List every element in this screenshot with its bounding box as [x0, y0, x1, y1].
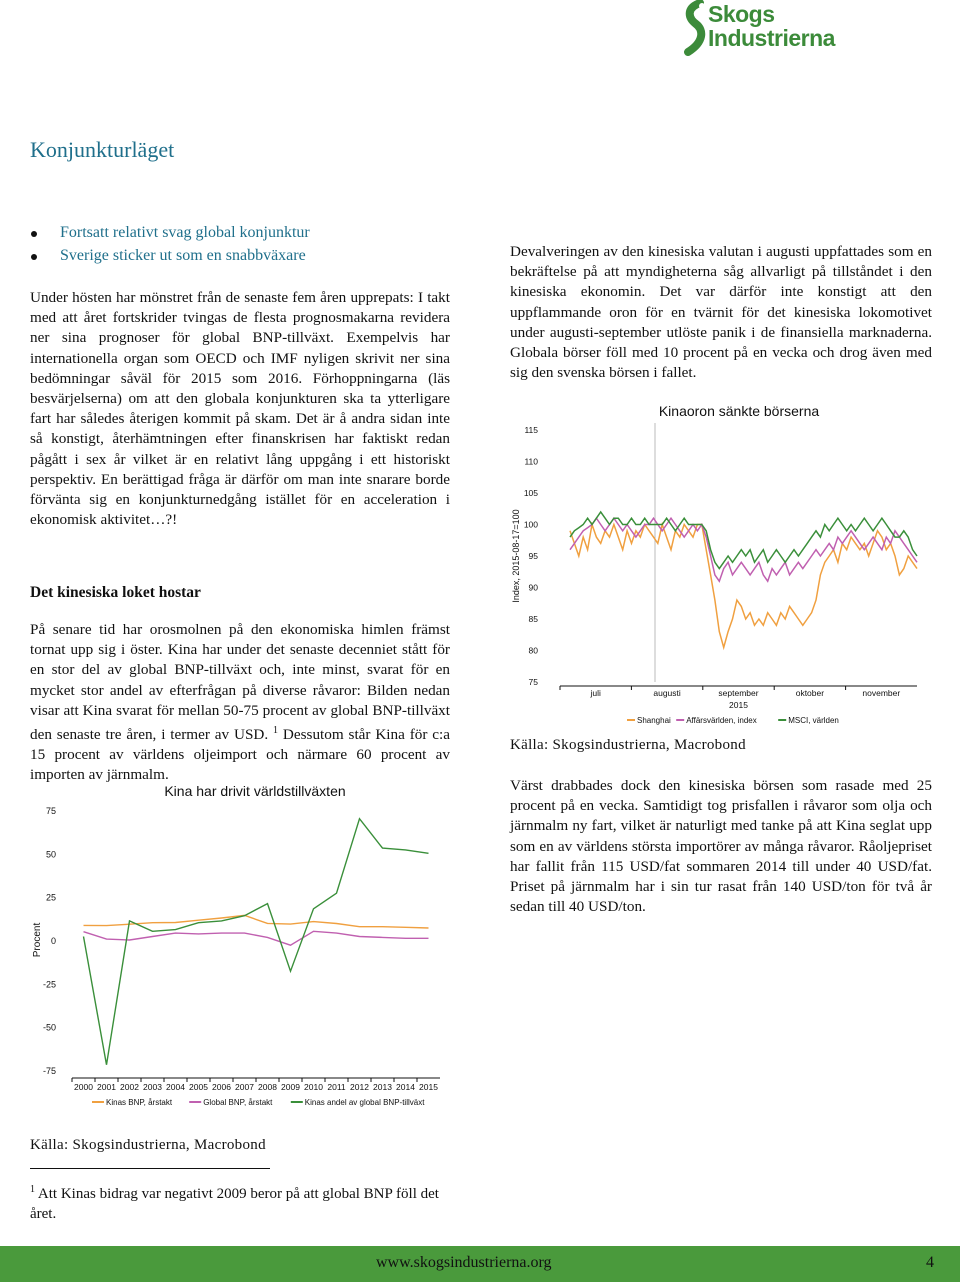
series-line	[84, 915, 429, 928]
x-tick-label: 2010	[304, 1082, 323, 1092]
y-tick-label: 110	[524, 456, 538, 467]
y-tick-label: 100	[523, 519, 538, 530]
y-tick-label: -25	[42, 979, 56, 990]
footnote-ref: 1	[273, 725, 279, 737]
bullet-item: Fortsatt relativt svag global konjunktur	[30, 222, 310, 245]
legend-label: Shanghai	[637, 716, 671, 725]
x-tick-label: 2009	[281, 1082, 300, 1092]
logo-wordmark	[708, 2, 835, 50]
x-tick-label: 2000	[74, 1082, 93, 1092]
x-tick-label: 2001	[97, 1082, 116, 1092]
x-tick-label: 2015	[419, 1082, 438, 1092]
y-tick-label: 0	[50, 936, 56, 946]
logo-mark-icon	[680, 0, 710, 58]
x-tick-label: 2004	[166, 1082, 185, 1092]
chart-title: Kina har drivit världstillväxten	[164, 783, 346, 799]
section-text: På senare tid har orosmolnen på den ekonomiska himlen främst tornat upp sig i öster. Kina har under det senaste decenniet stått för en stor del av global BNP-tillväxt och, inte minst, svarat för en mycket stor andel av efterfrågan på diverse råvaror: Bilden nedan visar att Kina svarat för mellan 50-75 procent av global BNP-tillväxt den senaste tre åren, i termer av USD.	[30, 621, 450, 744]
x-tick-label: 2006	[212, 1082, 231, 1092]
y-tick-label: -75	[42, 1066, 56, 1076]
x-tick-label: 2003	[143, 1082, 162, 1092]
y-tick-label: 50	[45, 849, 56, 860]
y-axis-label: Index, 2015-08-17=100	[511, 509, 521, 603]
y-tick-label: 105	[523, 488, 538, 498]
legend-label: Kinas BNP, årstakt	[106, 1098, 173, 1107]
chart-stock-markets	[505, 398, 945, 733]
series-line	[84, 819, 429, 1065]
y-tick-label: 75	[45, 806, 56, 816]
x-tick-label: 2014	[396, 1082, 415, 1092]
series-line	[570, 512, 917, 569]
y-tick-label: -50	[42, 1022, 56, 1033]
x-tick-label: september	[718, 688, 759, 698]
x-tick-label: juli	[590, 688, 601, 698]
legend-label: Global BNP, årstakt	[203, 1098, 273, 1107]
series-line	[570, 525, 917, 648]
chart-world-growth-svg	[20, 780, 450, 1125]
y-tick-label: 115	[524, 425, 538, 435]
legend-label: MSCI, världen	[788, 716, 839, 725]
page-title: Konjunkturläget	[30, 137, 175, 162]
y-tick-label: 95	[528, 551, 538, 561]
footnote	[30, 1180, 450, 1224]
y-tick-label: 80	[528, 645, 538, 656]
source-right: Källa: Skogsindustrierna, Macrobond	[510, 737, 746, 753]
section-heading: Det kinesiska loket hostar	[30, 584, 201, 601]
x-tick-label: 2012	[350, 1082, 369, 1092]
bullet-item: Sverige sticker ut som en snabbväxare	[30, 245, 310, 268]
x-year-label: 2015	[729, 700, 748, 710]
x-tick-label: 2013	[373, 1082, 392, 1092]
right-paragraph-1: Devalveringen av den kinesiska valutan i augusti uppfattades som en bekräftelse på att myndigheterna såg allvarligt på tillståndet i den kinesiska ekonomin. Det var därför inte konstigt att den uppflammande oron för en tvärnit för det kinesiska lokomotivet under augusti-september utlöste panik i de finansiella marknaderna. Globala börser föll med 10 procent på en vecka och drog även med sig den svenska börsen i fallet.	[510, 243, 932, 382]
x-tick-label: 2005	[189, 1082, 208, 1092]
y-tick-label: 85	[528, 614, 538, 624]
source-left: Källa: Skogsindustrierna, Macrobond	[30, 1137, 266, 1153]
y-axis-label: Procent	[32, 922, 43, 958]
chart-title: Kinaoron sänkte börserna	[658, 403, 820, 419]
legend-label: Affärsvärlden, index	[686, 716, 757, 725]
logo-line2: Industrierna	[708, 25, 835, 51]
x-tick-label: 2007	[235, 1082, 254, 1092]
section-paragraph	[30, 620, 450, 786]
chart-stock-markets-svg	[505, 398, 945, 728]
y-tick-label: 75	[528, 677, 538, 687]
section-text-2: Dessutom står Kina för c:a 15 procent av världens oljeimport och närmare 60 procent av importen av järnmalm.	[30, 726, 450, 784]
footer-website-link[interactable]: www.skogsindustrierna.org	[376, 1254, 552, 1271]
page-number: 4	[926, 1254, 934, 1271]
intro-paragraph: Under hösten har mönstret från de senaste fem åren upprepats: I takt med att året fortskrider tvingas de flesta prognosmakarna revidera ner sina prognoser för global BNP-tillväxt. Exempelvis har internationella organ som OECD och IMF nyligen skrivit ner sina bedömningar såväl för 2015 som 2016. Förhoppningarna (läs besvärjelserna) om att den globala konjunkturen ska ta ytterligare fart har således återigen kommit på skam. Det är å andra sidan inte så konstigt, återhämtningen efter finanskrisen har faktiskt redan pågått i sex år vilket är en relativt lång uppgång i ett historiskt perspektiv. En berättigad fråga är därför om man inte snarare borde förvänta sig en konjunkturnedgång istället för en acceleration i ekonomisk aktivitet…?!	[30, 289, 450, 529]
x-tick-label: november	[862, 688, 901, 698]
chart-world-growth	[20, 780, 450, 1130]
logo-line1: Skogs	[708, 1, 775, 27]
footnote-divider	[30, 1168, 270, 1169]
right-paragraph-2: Värst drabbades dock den kinesiska börsen som rasade med 25 procent på en vecka. Samtidigt tog prisfallen i råvaror som olja och järnmalm ny fart, vilket är naturligt med tanke på att Kina seglat upp som en av världens största importörer av många råvaror. Råoljepriset har fallit från 115 USD/fat sommaren 2014 till under 40 USD/fat. Priset på järnmalm har i sin tur rasat från 140 USD/ton för två år sedan till 40 USD/ton.	[510, 777, 932, 916]
footnote-number: 1	[30, 1184, 35, 1195]
x-tick-label: oktober	[795, 688, 825, 698]
series-line	[84, 931, 429, 945]
x-tick-label: 2002	[120, 1082, 139, 1092]
summary-bullets	[30, 222, 310, 268]
x-tick-label: 2011	[327, 1082, 346, 1092]
y-tick-label: 90	[528, 582, 538, 593]
footnote-text: Att Kinas bidrag var negativt 2009 beror på att global BNP föll det året.	[30, 1186, 439, 1222]
y-tick-label: 25	[45, 892, 56, 903]
x-tick-label: 2008	[258, 1082, 277, 1092]
x-tick-label: augusti	[653, 688, 681, 698]
legend-label: Kinas andel av global BNP-tillväxt	[304, 1098, 425, 1107]
